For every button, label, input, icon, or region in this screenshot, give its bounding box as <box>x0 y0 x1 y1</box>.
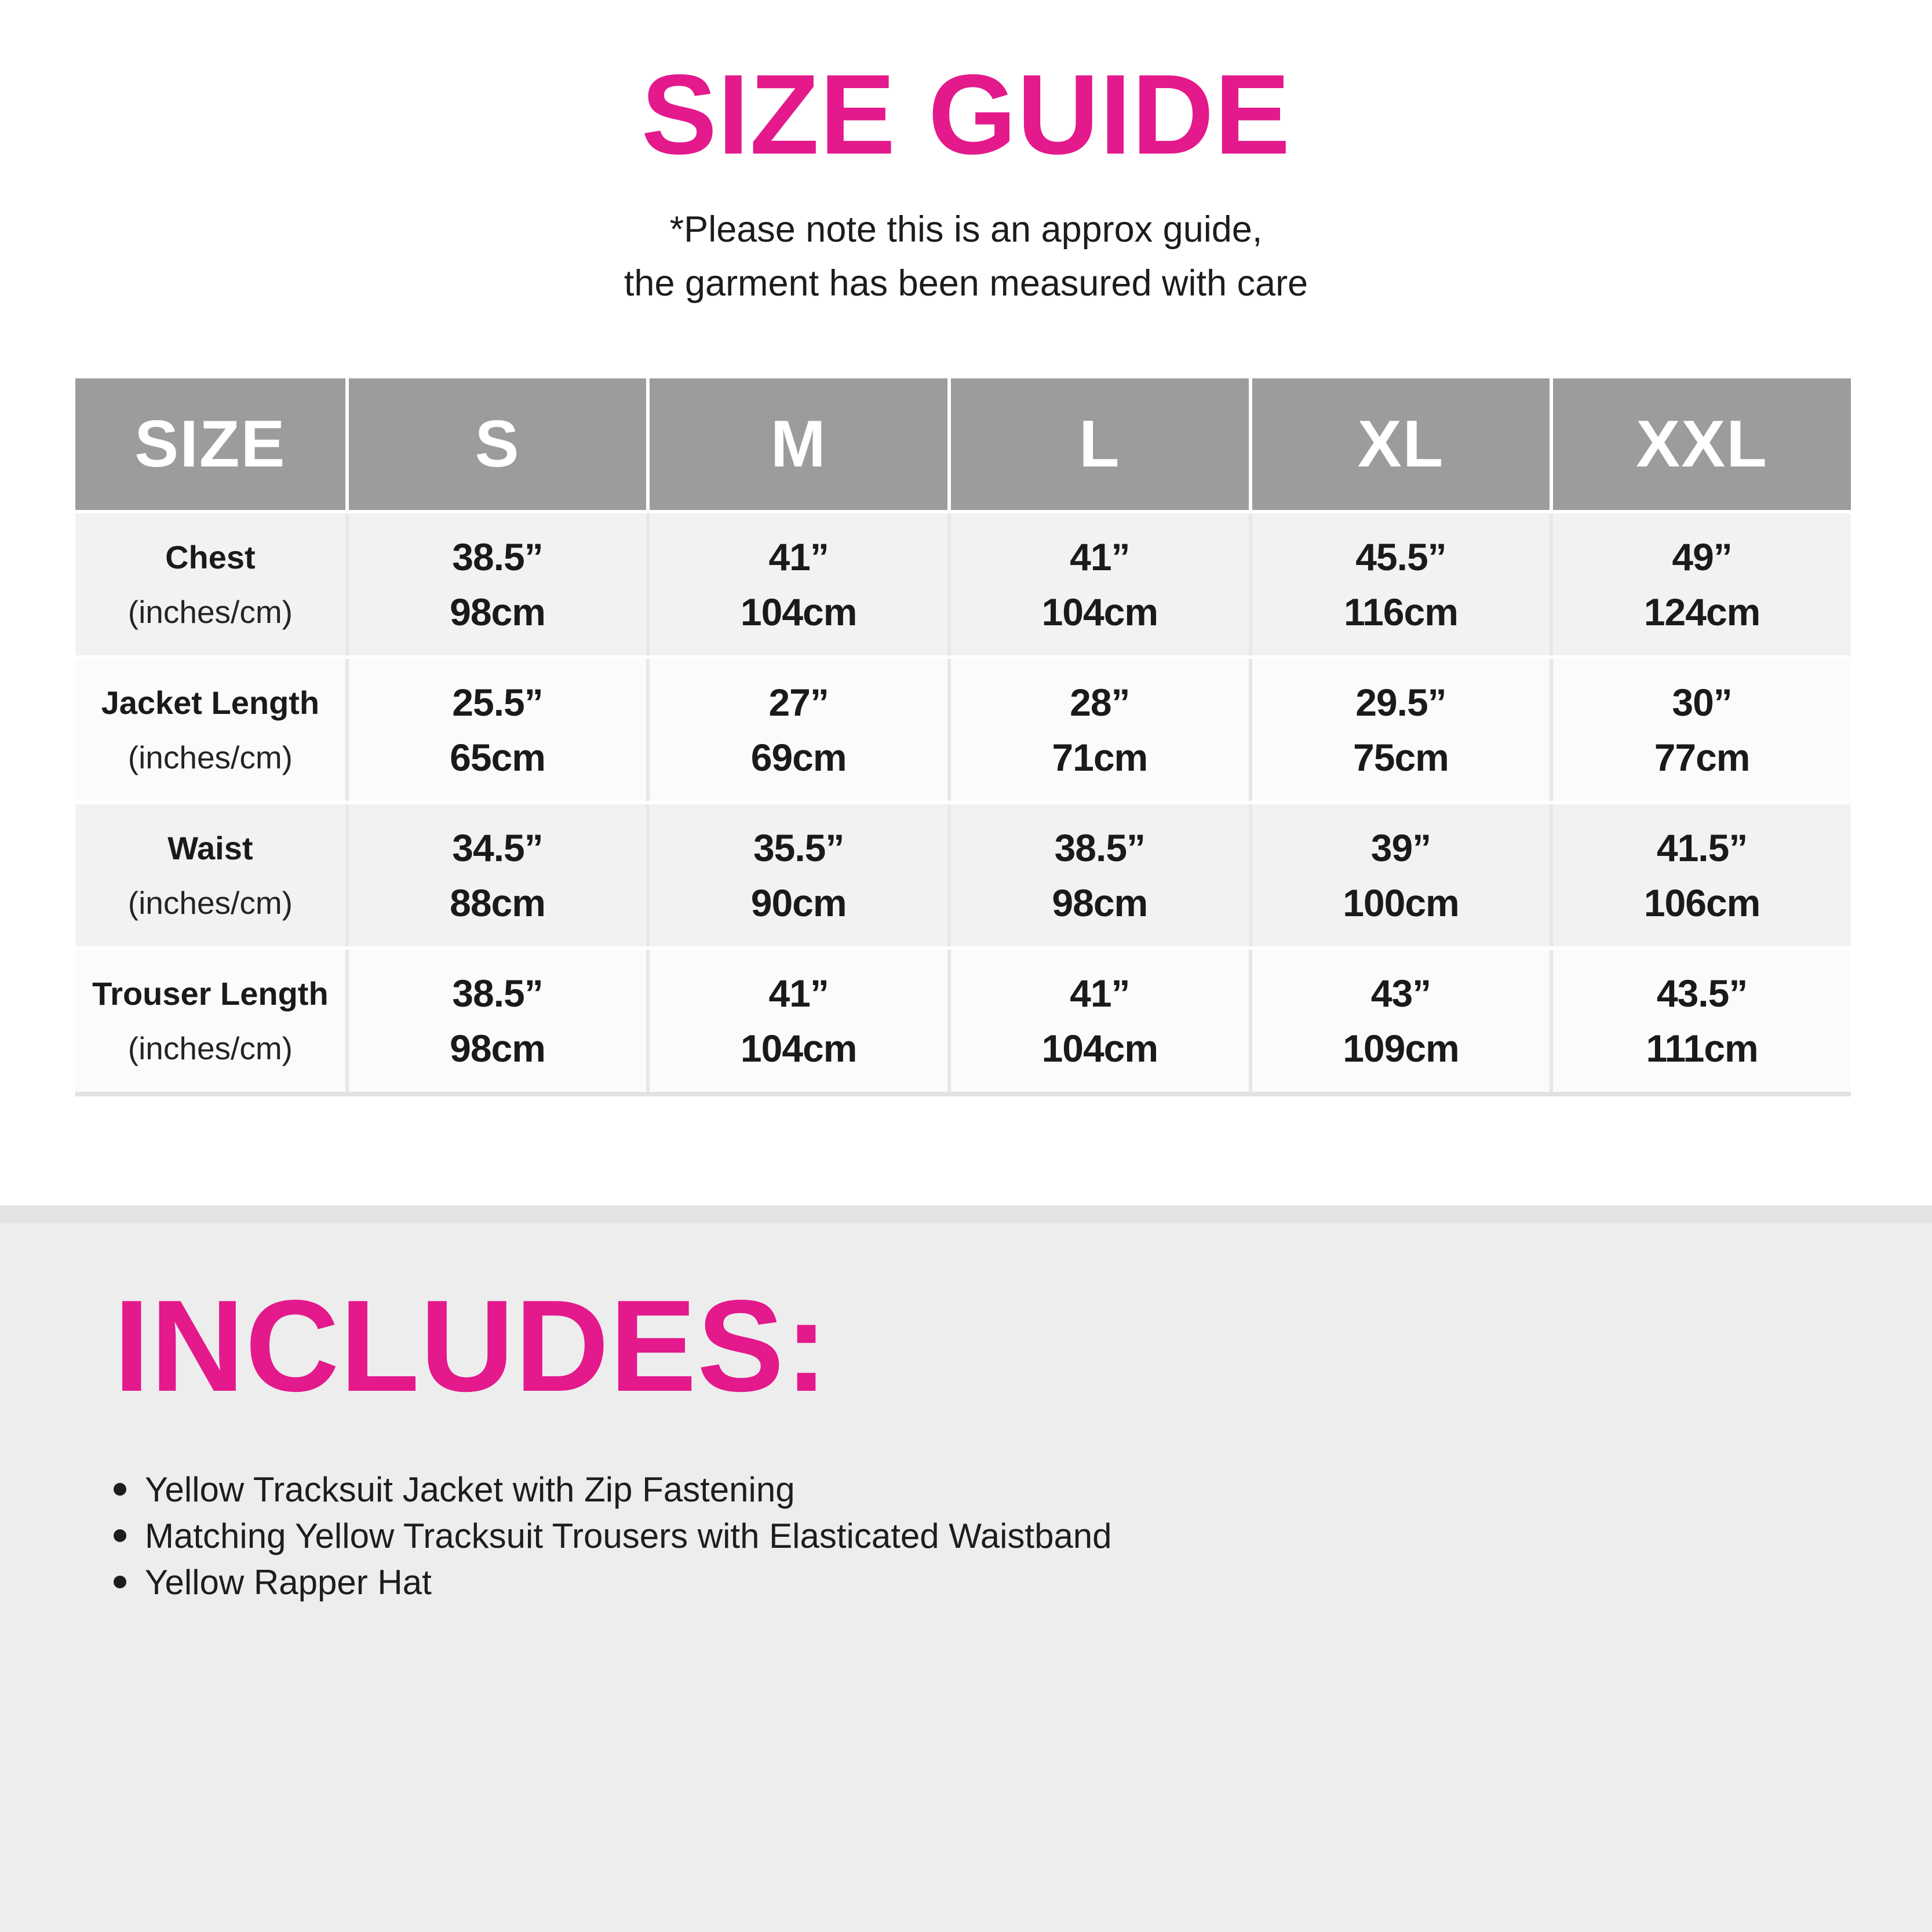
table-row-trouser-length <box>75 950 1851 1092</box>
table-cell <box>1249 950 1550 1092</box>
table-cell <box>345 513 647 655</box>
cell-cm: 69cm <box>750 735 847 779</box>
cell-cm: 88cm <box>450 881 545 924</box>
subtitle-line-2: the garment has been measured with care <box>624 263 1308 304</box>
cell-inches: 43” <box>1370 971 1431 1015</box>
cell-cm: 104cm <box>740 590 857 633</box>
cell-cm: 111cm <box>1646 1026 1758 1070</box>
table-cell <box>646 513 947 655</box>
cell-inches: 43.5” <box>1656 971 1748 1015</box>
row-label-cell <box>75 659 345 801</box>
table-cell <box>1249 804 1550 946</box>
row-sublabel: (inches/cm) <box>127 739 293 775</box>
cell-cm: 100cm <box>1343 881 1459 924</box>
table-cell <box>345 950 647 1092</box>
cell-inches: 41” <box>768 971 829 1015</box>
page-title: SIZE GUIDE <box>641 51 1291 178</box>
list-item-text: Matching Yellow Tracksuit Trousers with Elasticated Waistband <box>145 1516 1112 1555</box>
table-cell <box>646 804 947 946</box>
cell-inches: 49” <box>1672 535 1732 578</box>
list-item <box>114 1466 1112 1512</box>
cell-cm: 104cm <box>1041 590 1158 633</box>
cell-cm: 77cm <box>1654 735 1750 779</box>
table-cell <box>1550 659 1851 801</box>
table-cell <box>1249 659 1550 801</box>
table-cell <box>646 659 947 801</box>
includes-list <box>114 1466 1112 1605</box>
row-label-cell <box>75 950 345 1092</box>
table-header-row <box>75 378 1851 510</box>
table-header-l: L <box>947 378 1249 510</box>
table-cell <box>345 659 647 801</box>
row-label: Jacket Length <box>101 684 320 721</box>
table-header-s: S <box>345 378 647 510</box>
cell-inches: 27” <box>768 680 829 724</box>
table-cell <box>947 659 1249 801</box>
cell-cm: 116cm <box>1344 590 1458 633</box>
cell-inches: 29.5” <box>1355 680 1446 724</box>
cell-inches: 45.5” <box>1355 535 1446 578</box>
cell-inches: 34.5” <box>452 826 543 869</box>
table-cell <box>947 513 1249 655</box>
table-row-jacket-length <box>75 659 1851 801</box>
list-item-text: Yellow Tracksuit Jacket with Zip Fastening <box>145 1470 795 1509</box>
table-cell <box>1550 950 1851 1092</box>
cell-inches: 38.5” <box>452 971 543 1015</box>
bullet-icon <box>114 1529 126 1542</box>
includes-heading: INCLUDES: <box>114 1273 829 1419</box>
list-item-text: Yellow Rapper Hat <box>145 1562 432 1602</box>
table-cell <box>345 804 647 946</box>
table-cell <box>1550 804 1851 946</box>
row-sublabel: (inches/cm) <box>127 884 293 921</box>
cell-cm: 98cm <box>450 590 545 633</box>
table-cell <box>947 804 1249 946</box>
cell-inches: 25.5” <box>452 680 543 724</box>
list-item <box>114 1512 1112 1559</box>
cell-cm: 98cm <box>450 1026 545 1070</box>
includes-section <box>0 1205 1932 1932</box>
table-cell <box>1249 513 1550 655</box>
table-header-size: SIZE <box>75 378 345 510</box>
bullet-icon <box>114 1483 126 1496</box>
row-label-cell <box>75 513 345 655</box>
table-header-m: M <box>646 378 947 510</box>
row-label-cell <box>75 804 345 946</box>
cell-inches: 30” <box>1672 680 1732 724</box>
table-cell <box>646 950 947 1092</box>
bullet-icon <box>114 1576 126 1588</box>
cell-inches: 41.5” <box>1656 826 1748 869</box>
list-item <box>114 1559 1112 1605</box>
cell-inches: 39” <box>1370 826 1431 869</box>
row-sublabel: (inches/cm) <box>127 593 293 630</box>
table-header-xl: XL <box>1249 378 1550 510</box>
cell-inches: 38.5” <box>1054 826 1146 869</box>
cell-inches: 41” <box>1070 971 1130 1015</box>
cell-inches: 38.5” <box>452 535 543 578</box>
table-header-xxl: XXL <box>1550 378 1851 510</box>
cell-cm: 109cm <box>1343 1026 1459 1070</box>
cell-cm: 71cm <box>1052 735 1148 779</box>
cell-inches: 28” <box>1070 680 1130 724</box>
cell-cm: 104cm <box>1041 1026 1158 1070</box>
cell-inches: 41” <box>768 535 829 578</box>
cell-inches: 35.5” <box>753 826 844 869</box>
table-row-waist <box>75 804 1851 946</box>
cell-inches: 41” <box>1070 535 1130 578</box>
cell-cm: 124cm <box>1643 590 1760 633</box>
subtitle <box>0 203 1932 311</box>
cell-cm: 98cm <box>1052 881 1148 924</box>
table-cell <box>947 950 1249 1092</box>
row-sublabel: (inches/cm) <box>127 1030 293 1066</box>
cell-cm: 90cm <box>750 881 847 924</box>
cell-cm: 104cm <box>740 1026 857 1070</box>
cell-cm: 106cm <box>1643 881 1760 924</box>
subtitle-line-1: *Please note this is an approx guide, <box>669 209 1263 250</box>
row-label: Trouser Length <box>92 975 329 1012</box>
row-label: Waist <box>167 829 253 866</box>
cell-cm: 65cm <box>450 735 545 779</box>
row-label: Chest <box>165 538 256 575</box>
table-cell <box>1550 513 1851 655</box>
cell-cm: 75cm <box>1353 735 1449 779</box>
table-row-chest <box>75 513 1851 655</box>
size-table <box>75 378 1851 1096</box>
